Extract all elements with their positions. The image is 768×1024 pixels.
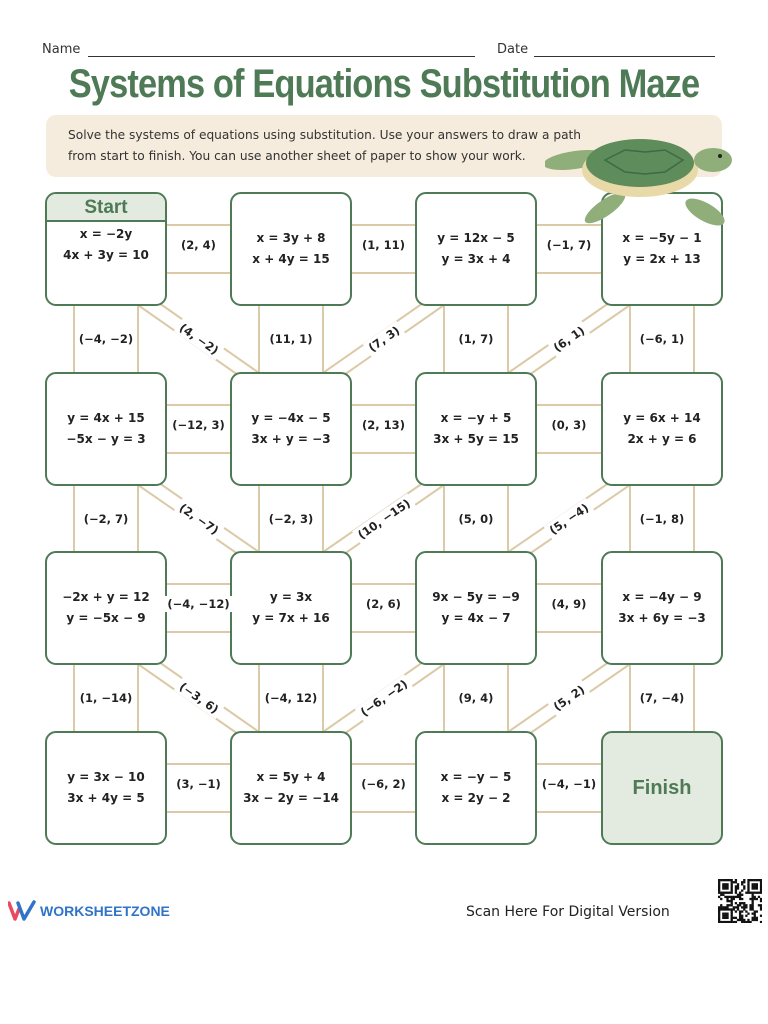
path-label-horizontal: (2, 13)	[359, 417, 408, 433]
equation-line: 3x − 2y = −14	[243, 791, 339, 805]
equation-line: 2x + y = 6	[627, 432, 697, 446]
path-label-diagonal: (2, −7)	[173, 498, 224, 540]
equation-line: x = 5y + 4	[256, 770, 326, 784]
equation-line: 3x + 6y = −3	[618, 611, 706, 625]
path-label-vertical: (−1, 8)	[637, 511, 688, 527]
path-label-diagonal: (−3, 6)	[173, 677, 224, 719]
qr-code-icon[interactable]	[718, 879, 762, 923]
path-label-diagonal: (5, −4)	[544, 498, 595, 540]
brand-logo[interactable]	[8, 900, 170, 922]
path-label-vertical: (−2, 7)	[81, 511, 132, 527]
path-label-vertical: (11, 1)	[267, 331, 316, 347]
equation-line: 4x + 3y = 10	[63, 248, 149, 262]
path-label-vertical: (7, −4)	[637, 690, 688, 706]
maze-cell-r4c2[interactable]	[230, 731, 352, 845]
worksheetzone-logo-icon	[8, 900, 36, 922]
date-label: Date	[497, 42, 529, 57]
equation-line: y = −4x − 5	[251, 411, 331, 425]
equation-line: y = 2x + 13	[623, 252, 701, 266]
path-label-vertical: (9, 4)	[456, 690, 497, 706]
path-label-diagonal: (4, −2)	[173, 318, 224, 360]
equation-line: x = −5y − 1	[622, 231, 702, 245]
equation-line: x + 4y = 15	[252, 252, 330, 266]
path-label-vertical: (−2, 3)	[266, 511, 317, 527]
path-label-horizontal: (−6, 2)	[358, 776, 409, 792]
name-label: Name	[42, 42, 81, 57]
path-label-horizontal: (0, 3)	[549, 417, 590, 433]
path-label-horizontal: (−4, −1)	[539, 776, 599, 792]
brand-name: WORKSHEETZONE	[40, 903, 170, 919]
maze-cell-r1c3[interactable]	[415, 192, 537, 306]
path-label-diagonal: (5, 2)	[548, 680, 591, 716]
maze-cell-r3c4[interactable]	[601, 551, 723, 665]
equation-line: x = −y + 5	[440, 411, 512, 425]
maze-cell-r2c1[interactable]	[45, 372, 167, 486]
equation-line: x = −y − 5	[440, 770, 512, 784]
path-label-vertical: (1, −14)	[77, 690, 136, 706]
equation-line: y = 4x + 15	[67, 411, 145, 425]
path-label-vertical: (−4, 12)	[262, 690, 321, 706]
equation-line: y = 3x	[269, 590, 313, 604]
equation-line: y = 6x + 14	[623, 411, 701, 425]
path-label-horizontal: (2, 6)	[363, 596, 404, 612]
equation-line: x = −2y	[79, 227, 133, 241]
scan-text: Scan Here For Digital Version	[466, 904, 670, 920]
path-label-vertical: (1, 7)	[456, 331, 497, 347]
path-label-horizontal: (2, 4)	[178, 237, 219, 253]
path-label-vertical: (5, 0)	[456, 511, 497, 527]
path-label-vertical: (−4, −2)	[76, 331, 136, 347]
start-label: Start	[47, 194, 165, 222]
maze-cell-r3c2[interactable]	[230, 551, 352, 665]
path-label-horizontal: (−4, −12)	[164, 596, 232, 612]
equation-line: 3x + 4y = 5	[67, 791, 145, 805]
instructions-line-2: from start to finish. You can use another sheet of paper to show your work.	[68, 149, 526, 163]
equation-line: x = 2y − 2	[441, 791, 511, 805]
equation-line: y = 12x − 5	[437, 231, 515, 245]
path-label-diagonal: (7, 3)	[362, 321, 405, 358]
equation-line: y = 3x − 10	[67, 770, 145, 784]
equation-line: x = 3y + 8	[256, 231, 326, 245]
equation-line: y = 7x + 16	[252, 611, 330, 625]
sea-turtle-icon	[545, 130, 745, 230]
path-label-diagonal: (6, 1)	[548, 321, 591, 357]
equation-line: y = 3x + 4	[441, 252, 511, 266]
equation-line: 9x − 5y = −9	[432, 590, 520, 604]
path-label-horizontal: (3, −1)	[173, 776, 224, 792]
equation-line: 3x + y = −3	[251, 432, 331, 446]
path-label-diagonal: (10, −15)	[352, 493, 416, 544]
maze-cell-r1c2[interactable]	[230, 192, 352, 306]
path-label-vertical: (−6, 1)	[637, 331, 688, 347]
equation-line: −2x + y = 12	[62, 590, 150, 604]
path-label-horizontal: (4, 9)	[549, 596, 590, 612]
maze-cell-r2c2[interactable]	[230, 372, 352, 486]
finish-label: Finish	[632, 776, 692, 799]
equation-line: x = −4y − 9	[622, 590, 702, 604]
maze-cell-r2c3[interactable]	[415, 372, 537, 486]
maze-cell-r3c3[interactable]	[415, 551, 537, 665]
page-title: Systems of Equations Substitution Maze	[68, 62, 700, 106]
equation-line: −5x − y = 3	[66, 432, 146, 446]
maze-cell-r3c1[interactable]	[45, 551, 167, 665]
path-label-horizontal: (−1, 7)	[544, 237, 595, 253]
maze-cell-r1c1[interactable]	[45, 192, 167, 306]
maze-cell-r4c4[interactable]	[601, 731, 723, 845]
equation-line: y = 4x − 7	[441, 611, 511, 625]
equation-line: y = −5x − 9	[66, 611, 146, 625]
maze-cell-r4c3[interactable]	[415, 731, 537, 845]
path-label-diagonal: (−6, −2)	[354, 674, 412, 722]
path-label-horizontal: (−12, 3)	[169, 417, 228, 433]
maze-cell-r4c1[interactable]	[45, 731, 167, 845]
equation-line: 3x + 5y = 15	[433, 432, 519, 446]
path-label-horizontal: (1, 11)	[359, 237, 408, 253]
maze-cell-r2c4[interactable]	[601, 372, 723, 486]
instructions-line-1: Solve the systems of equations using substitution. Use your answers to draw a path	[68, 128, 582, 142]
